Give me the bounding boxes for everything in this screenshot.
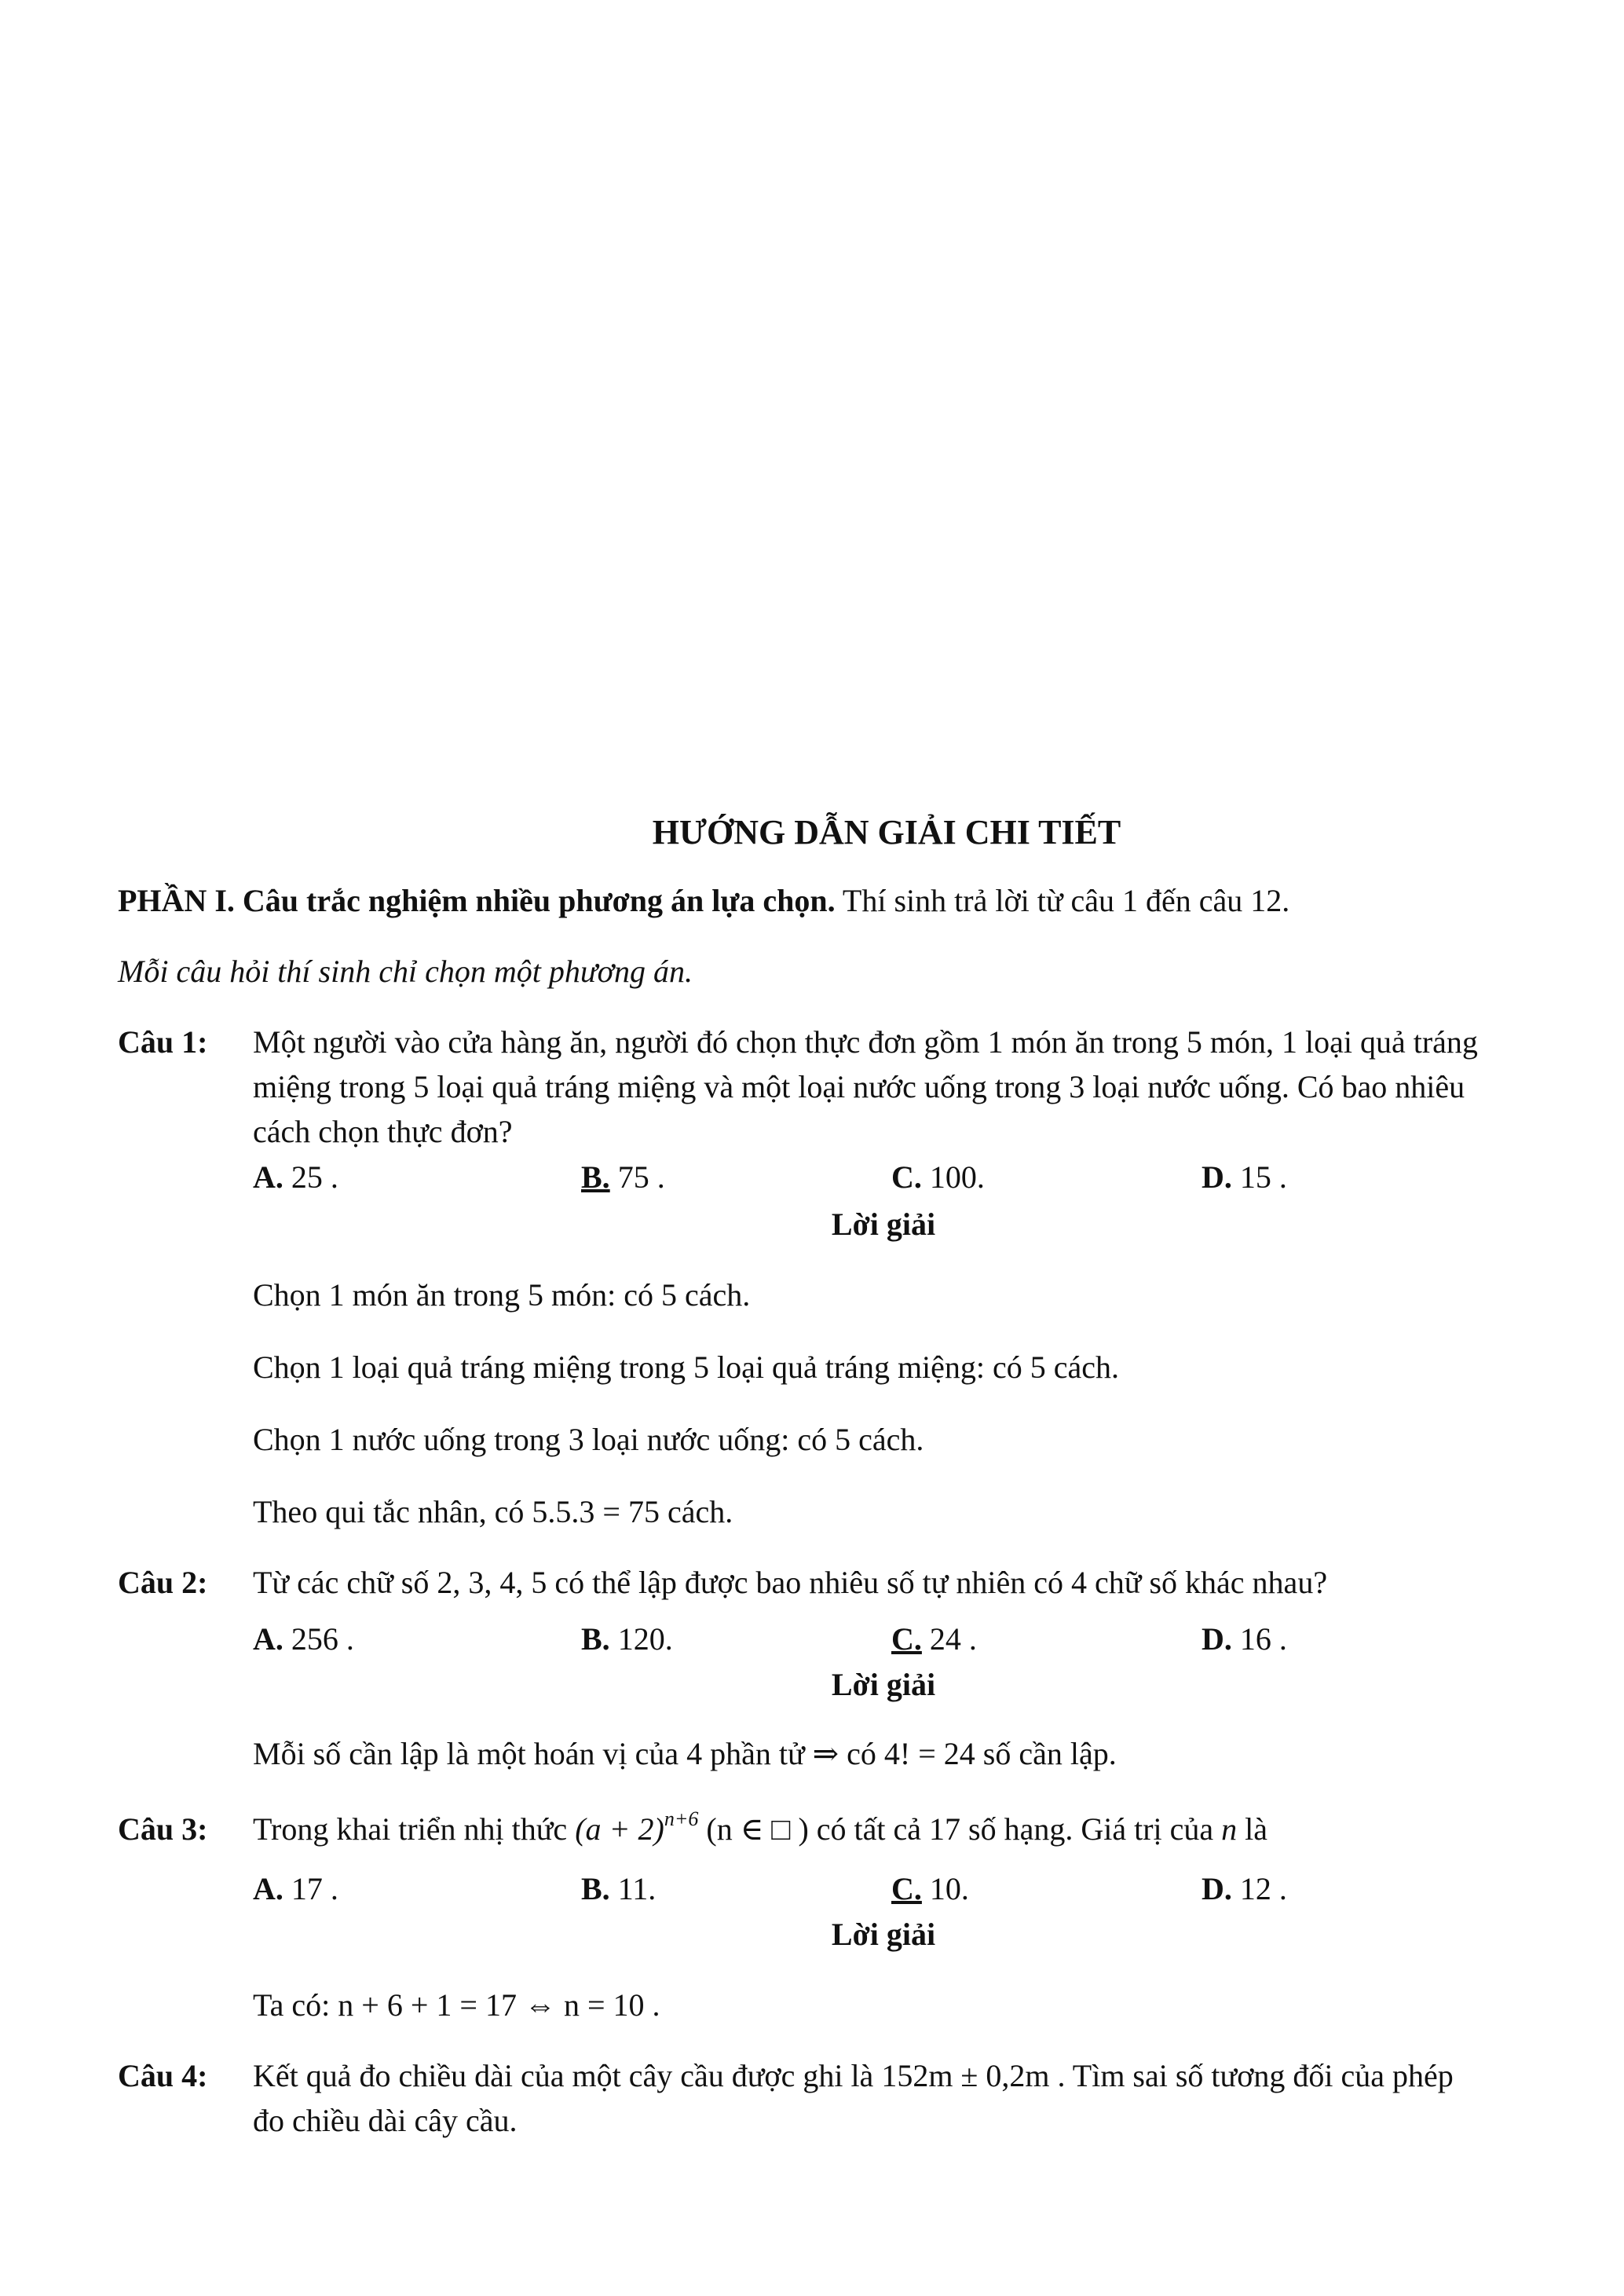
question-text-line: Từ các chữ số 2, 3, 4, 5 có thể lập được bao nhiêu số tự nhiên có 4 chữ số khác nhau? <box>253 1565 1328 1600</box>
option-value: 10. <box>929 1871 969 1906</box>
question-text: là <box>1237 1811 1268 1847</box>
option-value: 256 . <box>291 1621 354 1657</box>
option-value: 75 . <box>617 1159 665 1195</box>
domain-condition: (n ∈ □ ) <box>698 1811 809 1847</box>
question-text-line: Một người vào cửa hàng ăn, người đó chọn thực đơn gồm 1 món ăn trong 5 món, 1 loại quả tráng <box>253 1024 1478 1060</box>
part-instruction: Mỗi câu hỏi thí sinh chỉ chọn một phương án. <box>118 954 693 989</box>
option-b <box>581 1155 665 1199</box>
option-label: C. <box>891 1159 922 1195</box>
option-b <box>581 1617 673 1661</box>
solution-heading: Lời giải <box>831 1917 936 1952</box>
option-label: A. <box>253 1621 283 1657</box>
option-d <box>1202 1155 1287 1199</box>
document-title: HƯỚNG DẪN GIẢI CHI TIẾT <box>652 813 1121 851</box>
question-text-line: miệng trong 5 loại quả tráng miệng và một loại nước uống trong 3 loại nước uống. Có bao nhiêu <box>253 1069 1465 1104</box>
option-value: 120. <box>617 1621 673 1657</box>
option-label: C. <box>891 1871 922 1906</box>
binomial-expression: (a + 2) <box>575 1811 664 1847</box>
option-a <box>253 1155 338 1199</box>
option-value: 15 . <box>1239 1159 1287 1195</box>
option-label: A. <box>253 1159 283 1195</box>
solution-heading: Lời giải <box>831 1667 936 1702</box>
option-value: 25 . <box>291 1159 338 1195</box>
option-a <box>253 1617 354 1661</box>
solution-line: Chọn 1 món ăn trong 5 món: có 5 cách. <box>253 1277 751 1313</box>
question-label: Câu 3: <box>118 1811 208 1847</box>
option-c <box>891 1617 977 1661</box>
solution-line: Chọn 1 nước uống trong 3 loại nước uống: có 5 cách. <box>253 1422 924 1457</box>
option-label: B. <box>581 1871 610 1906</box>
option-label: C. <box>891 1621 922 1657</box>
question-label: Câu 2: <box>118 1565 208 1600</box>
option-label: B. <box>581 1621 610 1657</box>
option-label: D. <box>1202 1159 1232 1195</box>
option-value: 24 . <box>929 1621 977 1657</box>
solution-line: Mỗi số cần lập là một hoán vị của 4 phần tử ⇒ có 4! = 24 số cần lập. <box>253 1736 1117 1771</box>
option-value: 16 . <box>1239 1621 1287 1657</box>
option-label: D. <box>1202 1871 1232 1906</box>
solution-line: Theo qui tắc nhân, có 5.5.3 = 75 cách. <box>253 1494 733 1529</box>
question-text-line: Kết quả đo chiều dài của một cây cầu được ghi là 152m ± 0,2m . Tìm sai số tương đối của phép <box>253 2058 1454 2093</box>
question-text-line <box>253 1807 1267 1851</box>
option-d <box>1202 1866 1287 1911</box>
question-text: có tất cả 17 số hạng. Giá trị của <box>808 1811 1222 1847</box>
part-heading-bold: PHẦN I. Câu trắc nghiệm nhiều phương án lựa chọn. <box>118 883 836 918</box>
option-a <box>253 1866 338 1911</box>
question-text-line: cách chọn thực đơn? <box>253 1114 513 1149</box>
option-c <box>891 1155 985 1199</box>
option-c <box>891 1866 969 1911</box>
option-b <box>581 1866 656 1911</box>
option-value: 11. <box>617 1871 657 1906</box>
option-label: A. <box>253 1871 283 1906</box>
option-d <box>1202 1617 1287 1661</box>
option-value: 17 . <box>291 1871 338 1906</box>
option-value: 100. <box>929 1159 985 1195</box>
question-label: Câu 1: <box>118 1024 208 1060</box>
part-heading <box>118 878 1289 923</box>
solution-line: Ta có: n + 6 + 1 = 17 ⇔ n = 10 . <box>253 1987 660 2023</box>
solution-heading: Lời giải <box>831 1207 936 1242</box>
question-text: Trong khai triển nhị thức <box>253 1811 576 1847</box>
binomial-exponent: n+6 <box>664 1807 699 1830</box>
variable-n: n <box>1221 1811 1238 1847</box>
question-label: Câu 4: <box>118 2058 208 2093</box>
option-label: D. <box>1202 1621 1232 1657</box>
question-text-line: đo chiều dài cây cầu. <box>253 2103 518 2138</box>
solution-line: Chọn 1 loại quả tráng miệng trong 5 loại quả tráng miệng: có 5 cách. <box>253 1349 1120 1385</box>
part-heading-rest: Thí sinh trả lời từ câu 1 đến câu 12. <box>835 883 1290 918</box>
option-value: 12 . <box>1239 1871 1287 1906</box>
option-label: B. <box>581 1159 610 1195</box>
